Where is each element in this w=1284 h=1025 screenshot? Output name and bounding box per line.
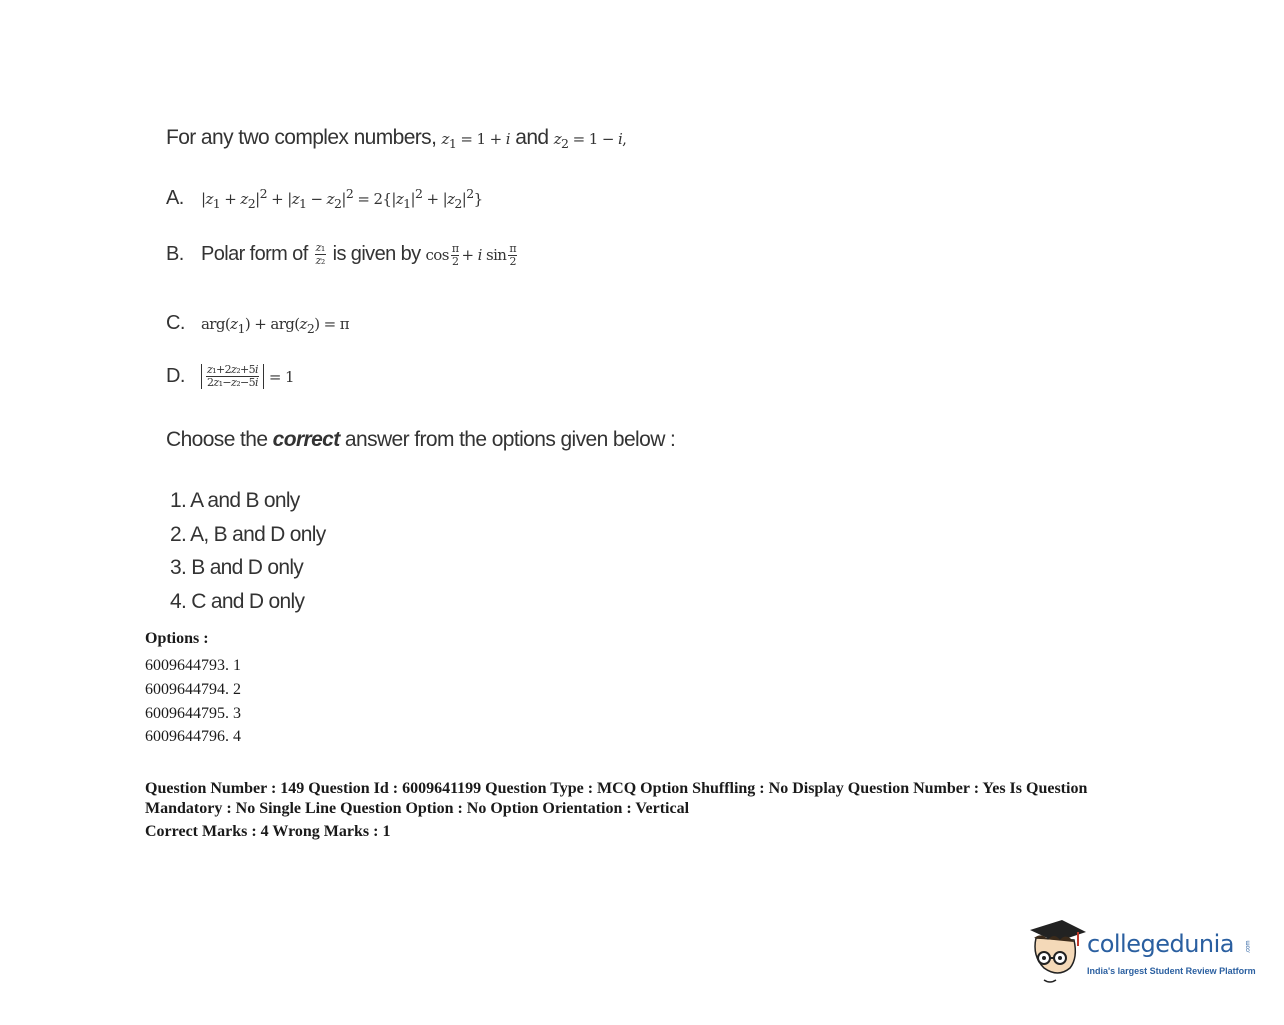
statement-d-abs: $\frac{\text{z₁+2z₂+5i}}{\text{2z₁−z₂−5i}}$ (201, 364, 264, 389)
option-id-item: 6009644793. 1 (145, 657, 241, 674)
brand-tagline: India's largest Student Review Platform (1087, 966, 1256, 976)
brand-name: collegedunia (1087, 930, 1235, 958)
statement-c: C. $arg(z_1) + arg(z_2) = \pi$ (166, 312, 350, 336)
choose-instruction: Choose the correct answer from the options given below : (166, 428, 676, 451)
option-id-item: 6009644796. 4 (145, 728, 241, 746)
statement-d: D. $\frac{\text{z₁+2z₂+5i}}{\text{2z₁−z₂−5i}}$ = 1 (166, 363, 295, 389)
marks-info: Correct Marks : 4 Wrong Marks : 1 (145, 823, 391, 840)
statement-b: B. Polar form of $\frac{\text{z₁}}{\text{z₂}}$ is given by cos $\frac{\pi}{2}$ + i sin $\frac{\pi}{2}$ (166, 242, 519, 268)
statement-d-equals: = 1 (268, 367, 295, 386)
answer-option: 2. A, B and D only (170, 522, 326, 546)
brand-dotcom: .com (1245, 940, 1252, 954)
statement-a: A. $|z_1 + z_2|^2 + |z_1 - z_2|^2 = 2\{|z_1|^2 + |z_2|^2\}$ (166, 186, 483, 211)
option-id-item: 6009644794. 2 (145, 680, 241, 698)
options-heading: Options : (145, 630, 209, 647)
statement-c-math: $arg(z_1) + arg(z_2) = \pi$ (200, 315, 350, 336)
question-stem: For any two complex numbers, $z_1 = 1 + i$ and $z_2 = 1 - i$, (166, 126, 627, 151)
statement-a-math: $|z_1 + z_2|^2 + |z_1 - z_2|^2 = 2\{|z_1|^2 + |z_2|^2\}$ (200, 186, 483, 211)
answer-options-list (170, 484, 326, 618)
question-metadata: Question Number : 149 Question Id : 6009641199 Question Type : MCQ Option Shuffling : No Display Question Number : Yes Is Question Mandatory : No Single Line Question Option : No Option Orientation : Vertical (145, 780, 1088, 817)
z2-definition: $z_2 = 1 - i$, (553, 130, 627, 151)
answer-option: 1. A and B only (170, 489, 300, 512)
answer-option: 4. C and D only (170, 589, 305, 613)
z1-definition: $z_1 = 1 + i$ (441, 130, 510, 151)
polar-form-math: cos $\frac{\pi}{2}$ + i sin $\frac{\pi}{2}$ (425, 242, 516, 269)
option-id-item: 6009644795. 3 (145, 704, 241, 722)
answer-option: 3. B and D only (170, 556, 304, 579)
z1-over-z2-fraction: $\frac{\text{z₁}}{\text{z₂}}$ (315, 241, 325, 267)
options-id-list (145, 654, 241, 749)
